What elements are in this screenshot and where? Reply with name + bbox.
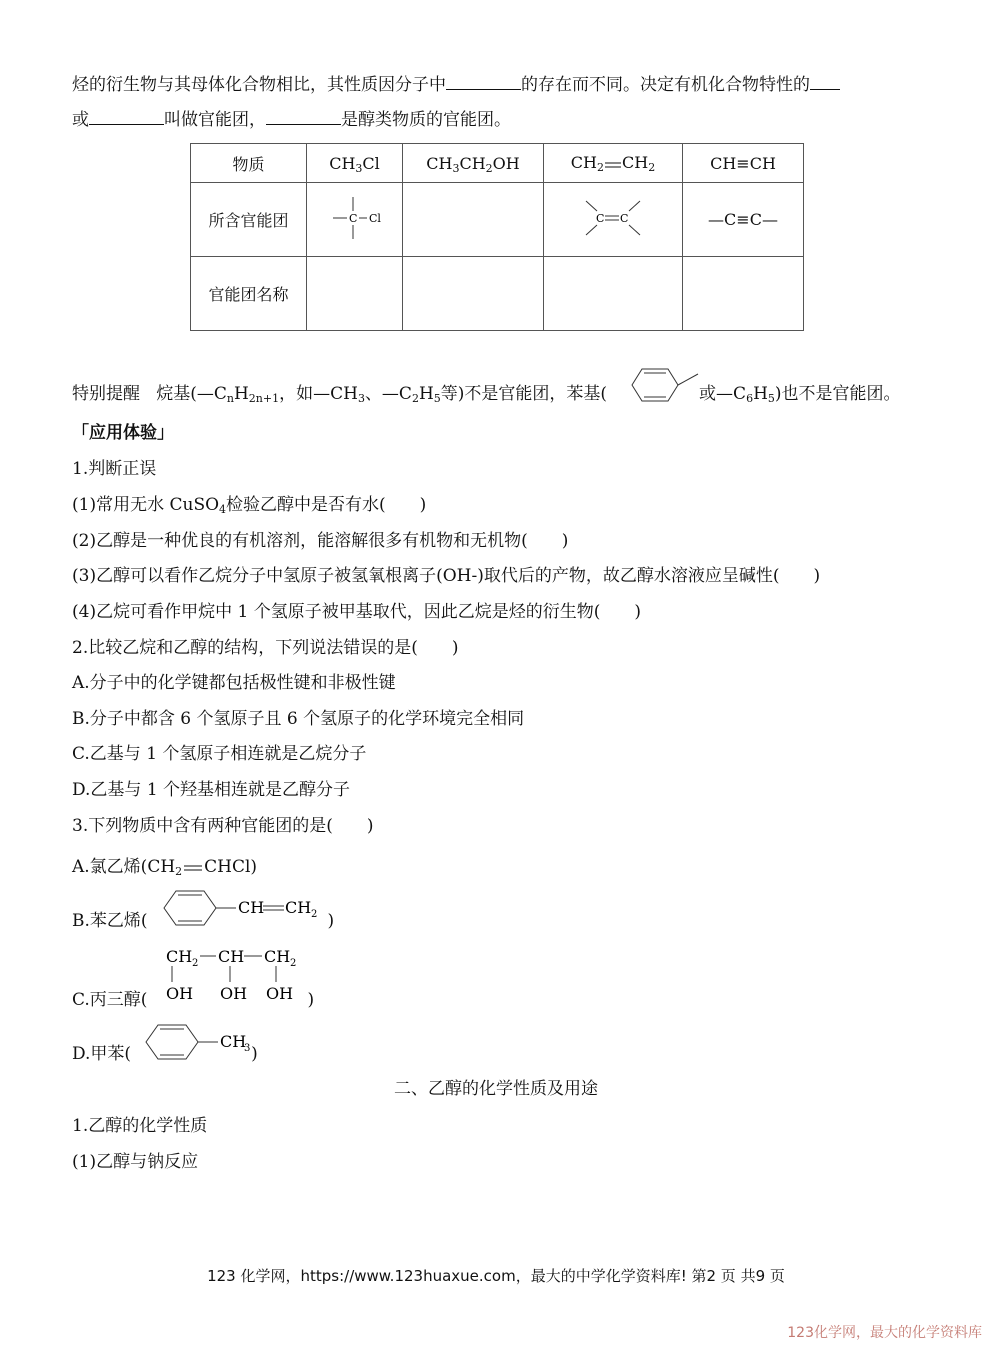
svg-text:C: C	[348, 211, 357, 225]
intro-text-2b: 叫做官能团，	[164, 110, 266, 130]
table-row-functional-group	[191, 183, 804, 257]
svg-text:CH: CH	[238, 898, 265, 917]
section-2-title: 二、乙醇的化学性质及用途	[394, 1079, 598, 1099]
table-header-row	[191, 144, 804, 183]
q3-option-c[interactable]: C.丙三醇( )	[72, 990, 315, 1010]
q1-item-1[interactable]: (1)常用无水 CuSO$_4$检验乙醇中是否有水( )	[72, 495, 427, 516]
svg-text:C: C	[620, 211, 629, 225]
svg-text:OH: OH	[266, 984, 294, 1003]
row-label-fg-name: 官能团名称	[191, 257, 307, 331]
q2-title: 2.比较乙烷和乙醇的结构，下列说法错误的是( )	[72, 638, 459, 658]
glycerol-structure	[160, 940, 310, 1008]
q2-option-b[interactable]: B.分子中都含 6 个氢原子且 6 个氢原子的化学环境完全相同	[72, 709, 525, 729]
answer-blank[interactable]	[89, 108, 164, 125]
fg-cell-ch3cl	[307, 183, 403, 257]
svg-text:CH: CH	[166, 947, 193, 966]
fg-cell-ethylene	[544, 183, 683, 257]
svg-text:2: 2	[311, 909, 318, 920]
svg-text:2: 2	[290, 958, 297, 969]
fg-name-cell[interactable]	[544, 257, 683, 331]
section-2-sub-1: 1.乙醇的化学性质	[72, 1116, 208, 1136]
q3-option-b[interactable]: B.苯乙烯( )	[72, 911, 335, 931]
q2-option-c[interactable]: C.乙基与 1 个氢原子相连就是乙烷分子	[72, 744, 367, 764]
q1-title: 1.判断正误	[72, 459, 157, 479]
intro-line-2	[72, 108, 511, 131]
intro-line-1	[72, 73, 840, 96]
fg-cell-acetylene: —C≡C—	[683, 183, 804, 257]
header-ch3cl: $CH_3Cl$	[307, 144, 403, 183]
c-cl-structure	[325, 193, 385, 243]
fg-cell-ethanol[interactable]	[403, 183, 544, 257]
note-lead: 特别提醒	[72, 384, 140, 404]
q2-option-a[interactable]: A.分子中的化学键都包括极性键和非极性键	[72, 673, 396, 693]
svg-text:C: C	[596, 211, 605, 225]
section-app-title: 「应用体验」	[72, 423, 174, 443]
svg-text:OH: OH	[166, 984, 194, 1003]
q3-option-a[interactable]: A.氯乙烯($CH_2$ CHCl)	[72, 857, 258, 878]
q3-title: 3.下列物质中含有两种官能团的是( )	[72, 816, 374, 836]
svg-text:CH: CH	[285, 898, 312, 917]
section-2-sub-2: (1)乙醇与钠反应	[72, 1152, 199, 1172]
answer-blank[interactable]	[446, 73, 521, 90]
intro-text-2c: 是醇类物质的官能团。	[341, 110, 511, 130]
fg-name-cell[interactable]	[403, 257, 544, 331]
q1-item-2[interactable]: (2)乙醇是一种优良的有机溶剂，能溶解很多有机物和无机物( )	[72, 531, 569, 551]
table-row-fg-name	[191, 257, 804, 331]
svg-text:CH: CH	[220, 1032, 247, 1051]
watermark: 123化学网，最大的化学资料库	[787, 1325, 982, 1341]
svg-text:OH: OH	[220, 984, 248, 1003]
answer-blank[interactable]	[266, 108, 341, 125]
intro-text-1a: 烃的衍生物与其母体化合物相比，其性质因分子中	[72, 75, 446, 95]
fg-name-cell[interactable]	[307, 257, 403, 331]
answer-blank[interactable]	[810, 73, 840, 90]
svg-text:3: 3	[244, 1043, 251, 1054]
special-note: 特别提醒 烷基($—C_nH_{2n+1}$，如$—CH_3$、$—C_2H_5$等)不是官能团，苯基( 或$—C_6H_5$)也不是官能团。	[72, 384, 901, 405]
svg-text:CH: CH	[218, 947, 245, 966]
functional-group-table	[190, 143, 804, 331]
header-acetylene: CH≡CH	[683, 144, 804, 183]
svg-text:CH: CH	[264, 947, 291, 966]
svg-text:Cl: Cl	[368, 211, 381, 225]
intro-text-1b: 的存在而不同。决定有机化合物特性的	[521, 75, 810, 95]
header-ethanol: $CH_3CH_2OH$	[403, 144, 544, 183]
styrene-structure	[158, 888, 328, 928]
phenyl-group-structure	[620, 366, 710, 404]
q1-item-4[interactable]: (4)乙烷可看作甲烷中 1 个氢原子被甲基取代，因此乙烷是烃的衍生物( )	[72, 602, 641, 622]
fg-name-cell[interactable]	[683, 257, 804, 331]
header-ethylene: $CH_2$ $CH_2$	[544, 144, 683, 183]
q1-item-3[interactable]: (3)乙醇可以看作乙烷分子中氢原子被氢氧根离子(OH-)取代后的产物，故乙醇水溶液应呈碱性( )	[72, 566, 821, 586]
c-double-bond-structure	[578, 193, 648, 243]
row-label-fg: 所含官能团	[191, 183, 307, 257]
q3-option-d[interactable]: D.甲苯( )	[72, 1044, 258, 1064]
page-footer: 123 化学网，https://www.123huaxue.com，最大的中学化学资料库! 第2 页 共9 页	[207, 1267, 785, 1285]
q2-option-d[interactable]: D.乙基与 1 个羟基相连就是乙醇分子	[72, 780, 351, 800]
intro-text-2a: 或	[72, 110, 89, 130]
toluene-structure	[140, 1022, 270, 1062]
header-substance: 物质	[191, 144, 307, 183]
svg-text:2: 2	[192, 958, 199, 969]
